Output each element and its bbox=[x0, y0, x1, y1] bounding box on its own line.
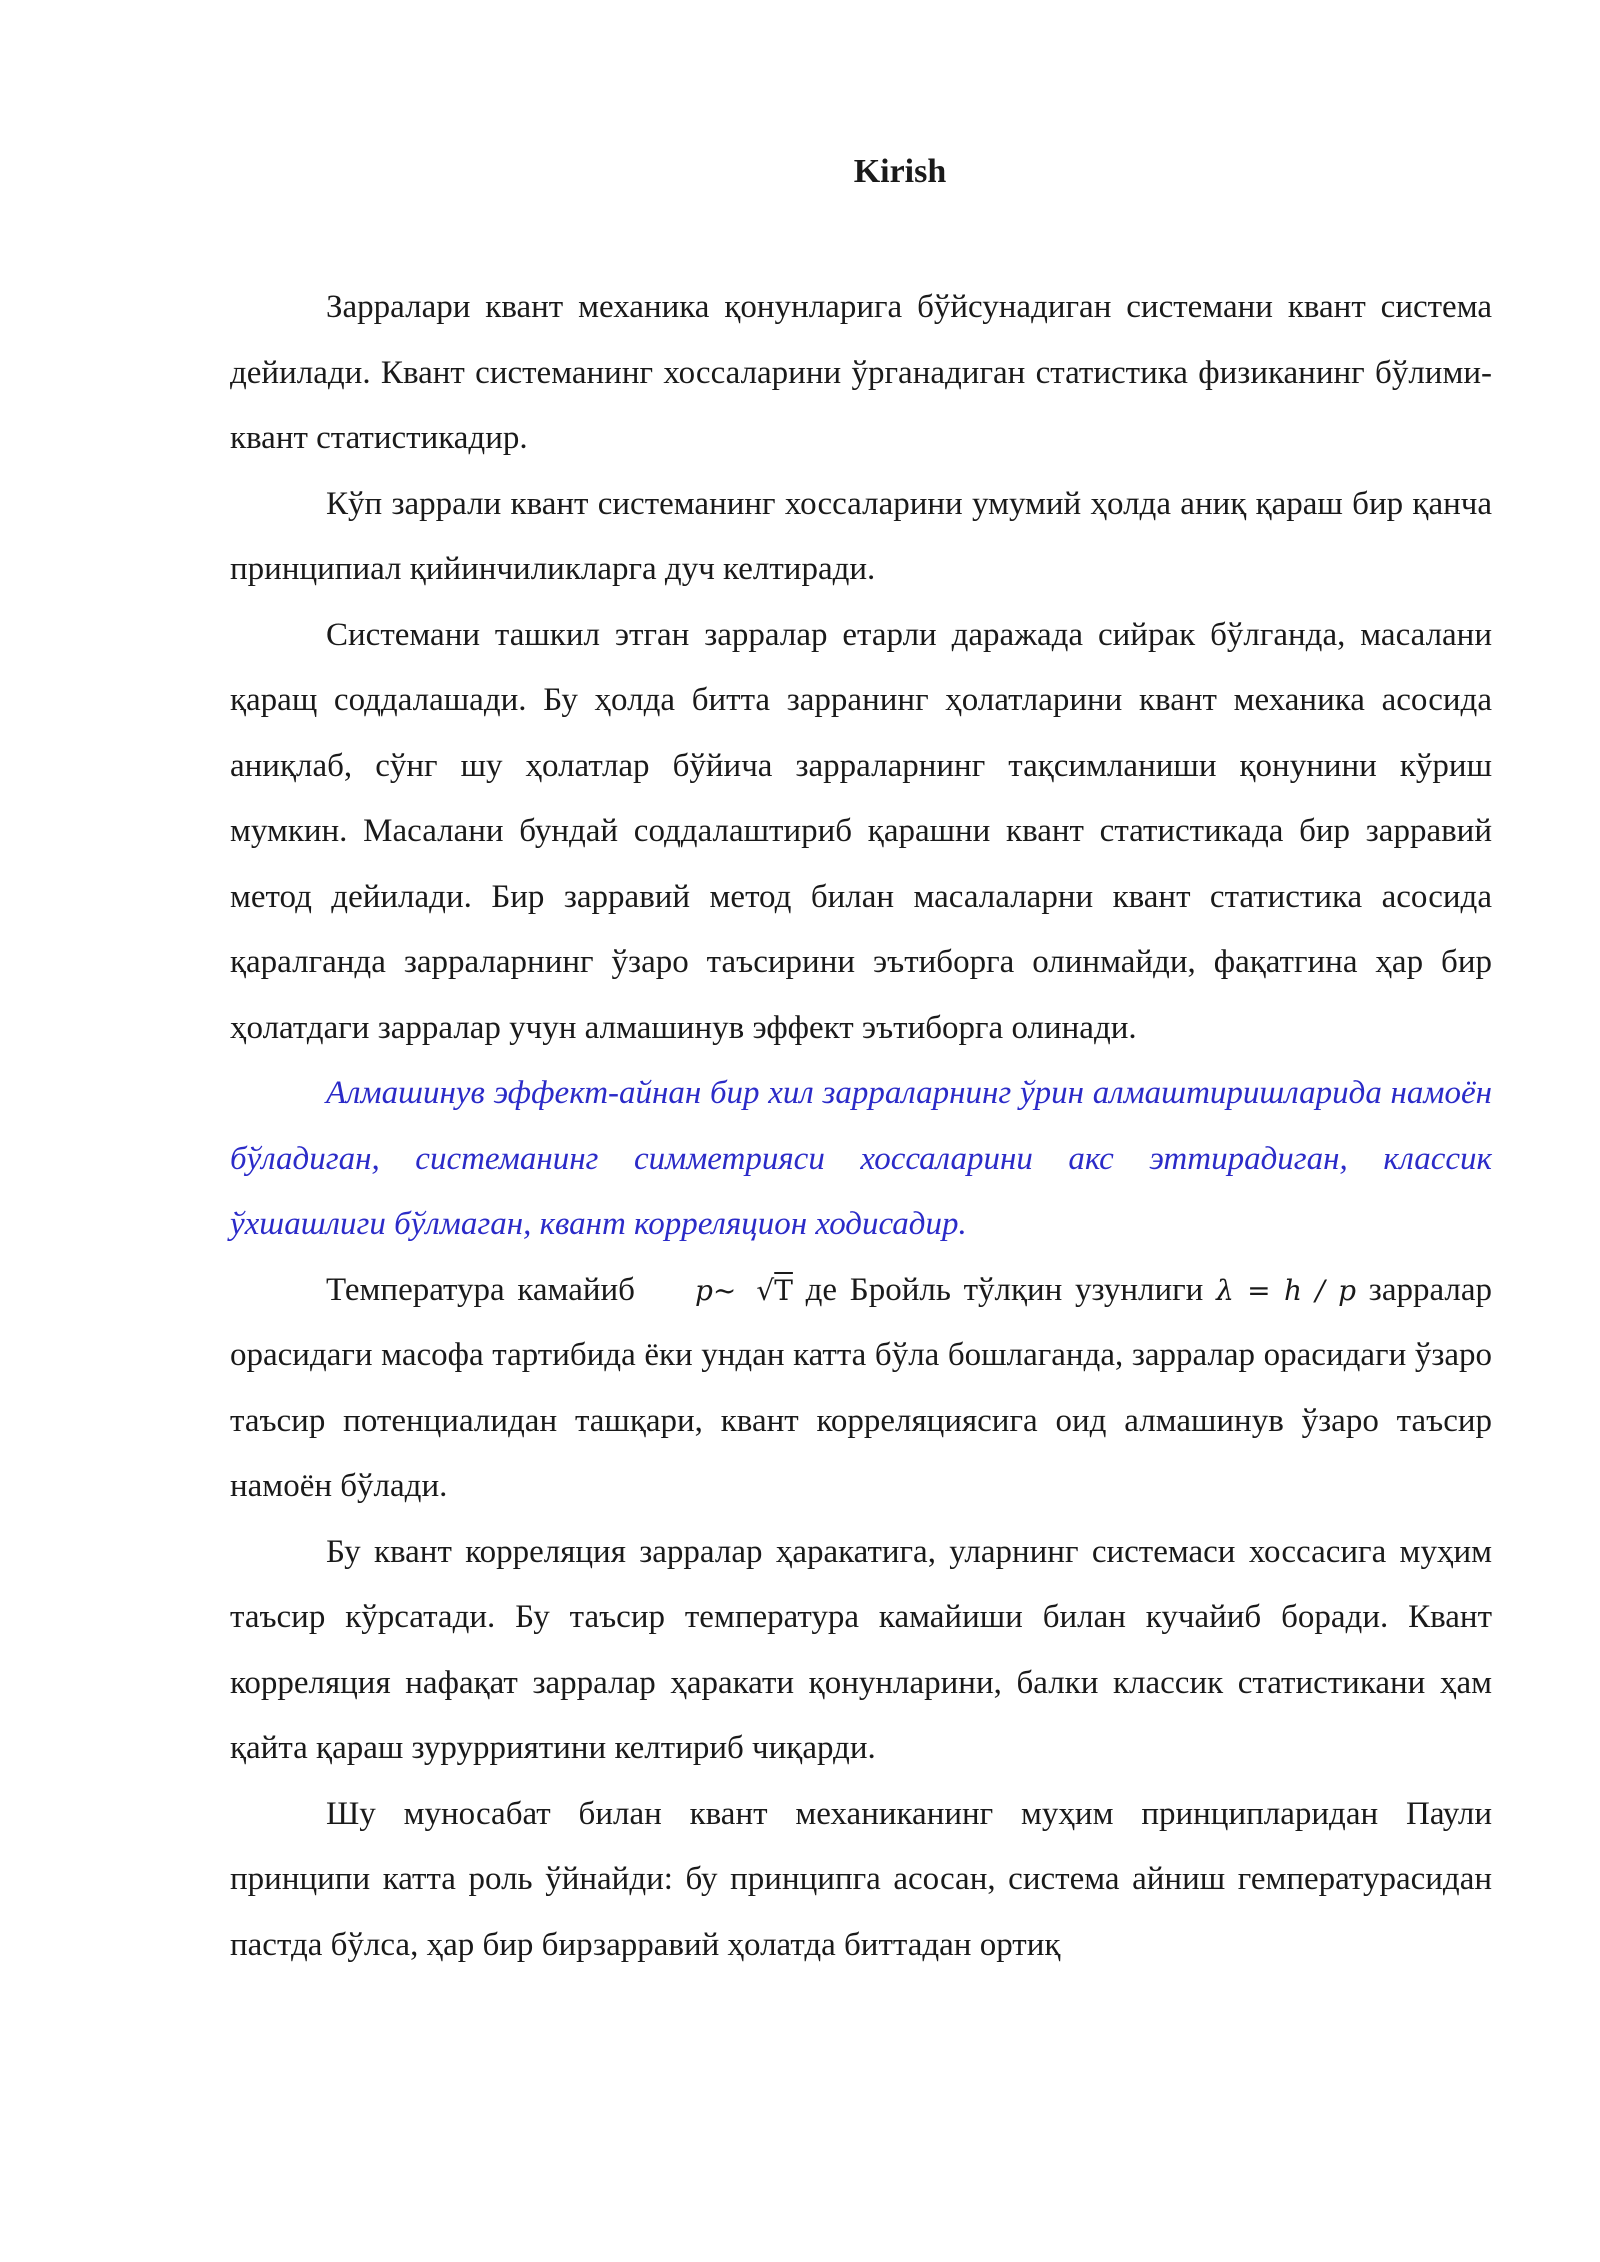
formula-de-broglie-wavelength: λ = h / p bbox=[1216, 1273, 1357, 1307]
document-body bbox=[230, 275, 1492, 1978]
paragraph-7: Шу муносабат билан квант механиканинг муҳим принципларидан Паули принципи катта роль ўйнайди: бу принципга асосан, система айниш гемпературасидан пастда бўлса, ҳар бир бирзарравий ҳолатда биттадан ортиқ bbox=[230, 1795, 1492, 1963]
formula-symbol-p: p bbox=[694, 1273, 713, 1307]
formula-momentum-proportionality bbox=[695, 1274, 793, 1307]
paragraph-6: Бу квант корреляция зарралар ҳаракатига, уларнинг системаси хоссасига муҳим таъсир кўрсатади. Бу таъсир температура камайиши билан кучайиб боради. Квант корреляция нафақат зарралар ҳаракати қонунларини, балки классик статистикани ҳам қайта қараш зурурриятини келтириб чиқарди. bbox=[230, 1533, 1492, 1766]
paragraph-5 bbox=[230, 1258, 1492, 1520]
paragraph-1: Зарралари квант механика қонунларига бўйсунадиган системани квант система дейилади. Квант системанинг хоссаларини ўрганадиган статистика физиканинг бўлими- квант статистикадир. bbox=[230, 289, 1492, 456]
paragraph-5-intro: Температура камайиб bbox=[326, 1271, 635, 1308]
paragraph-3: Системани ташкил этган зарралар етарли даражада сийрак бўлганда, масалани қаращ соддалашади. Бу ҳолда битта зарранинг ҳолатларини квант механика асосида аниқлаб, сўнг шу ҳолатлар бўйича зарраларнинг тақсимланиши қонунини кўриш мумкин. Масалани бундай соддалаштириб қарашни квант статистикада бир зарравий метод дейилади. Бир зарравий метод билан масалаларни квант статистика асосида қаралганда зарраларнинг ўзаро таъсирини эътиборга олинмайди, фақатгина ҳар бир ҳолатдаги зарралар учун алмашинув эффект эътиборга олинади. bbox=[230, 616, 1492, 1046]
page-title: Kirish bbox=[853, 153, 947, 190]
paragraph-2: Кўп заррали квант системанинг хоссаларини умумий ҳолда аниқ қараш бир қанча принципиал қийинчиликларга дуч келтиради. bbox=[230, 485, 1492, 587]
sqrt-symbol: √ bbox=[756, 1273, 775, 1307]
formula-symbol-tilde: ~ bbox=[712, 1273, 737, 1307]
paragraph-5-rest: зарралар орасидаги масофа тартибида ёки ундан катта бўла бошлаганда, зарралар орасидаги ўзаро таъсир потенциалидан ташқари, квант корреляциясига оид алмашинув ўзаро таъсир намоён бўлади. bbox=[230, 1271, 1493, 1504]
paragraph-5-middle: де Бройль тўлқин узунлиги bbox=[805, 1271, 1204, 1308]
paragraph-4-highlighted: Алмашинув эффект-айнан бир хил зарраларнинг ўрин алмаштиришларида намоён бўладиган, системанинг симметрияси хоссаларини акс эттирадиган, классик ўхшашлиги бўлмаган, квант корреляцион ходисадир. bbox=[230, 1075, 1492, 1242]
formula-sqrt-argument: T bbox=[774, 1273, 793, 1307]
